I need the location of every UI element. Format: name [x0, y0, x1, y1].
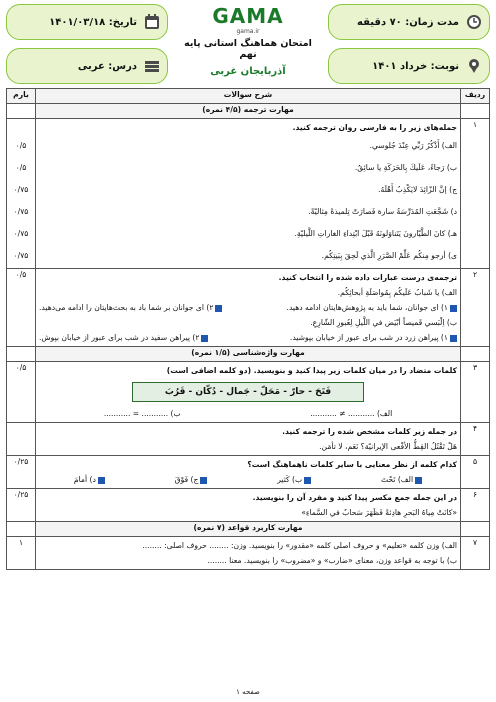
mark: ۰/۵ — [15, 163, 27, 172]
sentence: د) شَجَّعَتِ المُدَرِّسَةُ سارة فَصارَتْ تِلميذةً مِثاليّةً. — [308, 207, 457, 216]
option[interactable]: ۱) ای جوانان، شما باید به پژوهش‌هایتان ادامه دهید. — [287, 300, 457, 315]
checkbox-icon[interactable] — [215, 305, 222, 312]
col-row: ردیف — [461, 89, 490, 104]
sentence: «كانَتْ مِياهُ البَحرِ هادِئةً فَظَهَرَ سَحابٌ في السَّماءِ» — [301, 508, 457, 517]
question-body — [36, 423, 461, 456]
mark: ۰/۵ — [7, 269, 36, 347]
section-row — [7, 104, 490, 119]
options-row — [39, 472, 457, 487]
pin-icon — [465, 57, 483, 75]
sentence: هَلْ تَقْتُلُ القِطُّ الأفْعى الإيرانيّة؟ نَعَم، لا تأمَن. — [319, 442, 457, 451]
mark: ۰/۷۵ — [13, 251, 29, 260]
sentence: ب) اِلْبَسي قَميصاً أبْيَض في اللَّيلِ لِعُبورِ الشّارِعِ. — [310, 318, 457, 327]
option[interactable]: د) أمامَ — [74, 472, 105, 487]
lesson-box — [6, 48, 168, 84]
mark: ۰/۷۵ — [13, 185, 29, 194]
col-mark: بارم — [7, 89, 36, 104]
question-row — [7, 423, 490, 456]
question-number: ۷ — [461, 537, 490, 570]
option[interactable]: ۲) ای جوانان بر شما باد به بحث‌هایتان را ادامه می‌دهید. — [39, 300, 222, 315]
calendar-icon — [143, 13, 161, 31]
table-header-row — [7, 89, 490, 104]
col-desc: شرح سوالات — [36, 89, 461, 104]
question-row — [7, 489, 490, 522]
book-icon — [143, 57, 161, 75]
date-box — [6, 4, 168, 40]
sentence: ب) با توجه به قواعد وزن، معنای «ضارب» و «مضروب» را بنویسید. معنا ........ — [207, 556, 457, 565]
sentence: الف) أَذْكُرُ رَبِّي عِنْدَ جُلوسي. — [369, 141, 457, 150]
question-number: ۵ — [461, 456, 490, 489]
clock-icon — [465, 13, 483, 31]
option[interactable]: ۱) پیراهن زرد در شب برای عبور از خیابان بپوشید. — [290, 330, 457, 345]
checkbox-icon[interactable] — [200, 477, 207, 484]
question-title: در جمله زیر کلمات مشخص شده را ترجمه کنید. — [282, 427, 457, 436]
date-label: تاریخ: ۱۴۰۱/۰۳/۱۸ — [49, 16, 137, 28]
exam-title: امتحان هماهنگ استانی پایه نهم — [184, 38, 312, 60]
duration-label: مدت زمان: ۷۰ دقیقه — [357, 16, 459, 28]
options-row — [39, 330, 457, 345]
question-title: کدام کلمه از نظر معنایی با سایر کلمات ناهماهنگ است؟ — [247, 460, 457, 469]
options-row — [39, 300, 457, 315]
question-number: ۶ — [461, 489, 490, 522]
sentence: ب) رَجاءً، عَلَيكَ بِالحَرَكَةِ يا سائِقُ. — [354, 163, 457, 172]
section-row — [7, 347, 490, 362]
section-grammar: مهارت کاربرد قواعد (۷ نمره) — [36, 522, 461, 537]
logo-text: GAMA — [212, 4, 284, 28]
exam-header — [6, 4, 490, 84]
word-box: فَتَحَ - حارّ - مَحَلّ - جَمال - دُكّان - قَرُبَ — [132, 382, 364, 402]
mark-cell — [7, 119, 36, 269]
question-row — [7, 269, 490, 347]
mark: ۰/۵ — [15, 141, 27, 150]
section-row — [7, 522, 490, 537]
option[interactable]: الف) تَحْتَ — [381, 472, 422, 487]
mark: ۰/۷۵ — [13, 229, 29, 238]
question-row — [7, 119, 490, 269]
page-number: صفحه ۱ — [236, 688, 260, 696]
question-title: کلمات متضاد را در میان کلمات زیر پیدا کنید و بنویسید. (دو کلمه اضافی است) — [166, 366, 457, 375]
checkbox-icon[interactable] — [201, 335, 208, 342]
question-title: جمله‌های زیر را به فارسی روان ترجمه کنید. — [292, 123, 457, 132]
questions-table — [6, 88, 490, 570]
answer-blanks — [39, 406, 457, 421]
logo-subtext: gama.ir — [236, 28, 260, 35]
sentence: الف) يا شَبابُ عَلَيكُم بِمُواصَلَةِ أبحاثِكُم. — [337, 288, 457, 297]
question-title: در این جمله جمع مکسر پیدا کنید و مفرد آن را بنویسید. — [252, 493, 457, 502]
blank-b[interactable]: ب) ........... = ........... — [103, 409, 181, 418]
mark: ۰/۵ — [7, 362, 36, 423]
mark: ۰/۷۵ — [13, 207, 29, 216]
question-body — [36, 489, 461, 522]
mark: ۰/۲۵ — [7, 489, 36, 522]
sentence: ی) أرجو مِنكُم عَلِّمْ الصَّرَرِ الَّذي لَحِقَ بِبَيتِكُم. — [321, 251, 457, 260]
question-body — [36, 456, 461, 489]
section-translation: مهارت ترجمه (۴/۵ نمره) — [36, 104, 461, 119]
option[interactable]: ۲) پیراهن سفید در شب برای عبور از خیابان بپوش. — [39, 330, 208, 345]
question-row — [7, 456, 490, 489]
question-row — [7, 362, 490, 423]
question-body — [36, 537, 461, 570]
checkbox-icon[interactable] — [415, 477, 422, 484]
question-row — [7, 537, 490, 570]
checkbox-icon[interactable] — [450, 335, 457, 342]
duration-box — [328, 4, 490, 40]
option[interactable]: ب) کَثیر — [277, 472, 311, 487]
blank-a[interactable]: الف) ........... ≠ ........... — [310, 409, 393, 418]
question-body — [36, 362, 461, 423]
gama-logo — [176, 4, 320, 84]
mark: ۰/۲۵ — [7, 456, 36, 489]
term-box — [328, 48, 490, 84]
lesson-label: درس: عربی — [77, 60, 137, 72]
option[interactable]: ج) فَوْقَ — [175, 472, 208, 487]
sentence: الف) وزن کلمه «تعلیم» و حروف اصلی کلمه «مقدور» را بنویسید. وزن: ........ حروف اصلی: ........ — [142, 541, 457, 550]
checkbox-icon[interactable] — [450, 305, 457, 312]
province-name: آذربایجان غربی — [210, 66, 286, 77]
checkbox-icon[interactable] — [304, 477, 311, 484]
question-number: ۳ — [461, 362, 490, 423]
question-body — [36, 119, 461, 269]
question-number: ۴ — [461, 423, 490, 456]
checkbox-icon[interactable] — [98, 477, 105, 484]
question-number: ۲ — [461, 269, 490, 347]
sentence: هـ) كانَ الطَّيّارونَ يَتَناوَلونَهُ قَبْلَ ابْتِداءِ الغاراتِ اللَّيليّةِ. — [294, 229, 457, 238]
question-number: ۱ — [461, 119, 490, 269]
question-title: ترجمه‌ی درست عبارات داده شده را انتخاب کنید. — [278, 273, 457, 282]
sentence: ج) إنَّ الزّائِدَ لايَكْذِبُ أَهْلَهُ. — [378, 185, 457, 194]
mark: ۱ — [7, 537, 36, 570]
question-body — [36, 269, 461, 347]
section-vocabulary: مهارت واژه‌شناسی (۱/۵ نمره) — [36, 347, 461, 362]
term-label: نوبت: خرداد ۱۴۰۱ — [372, 60, 459, 72]
